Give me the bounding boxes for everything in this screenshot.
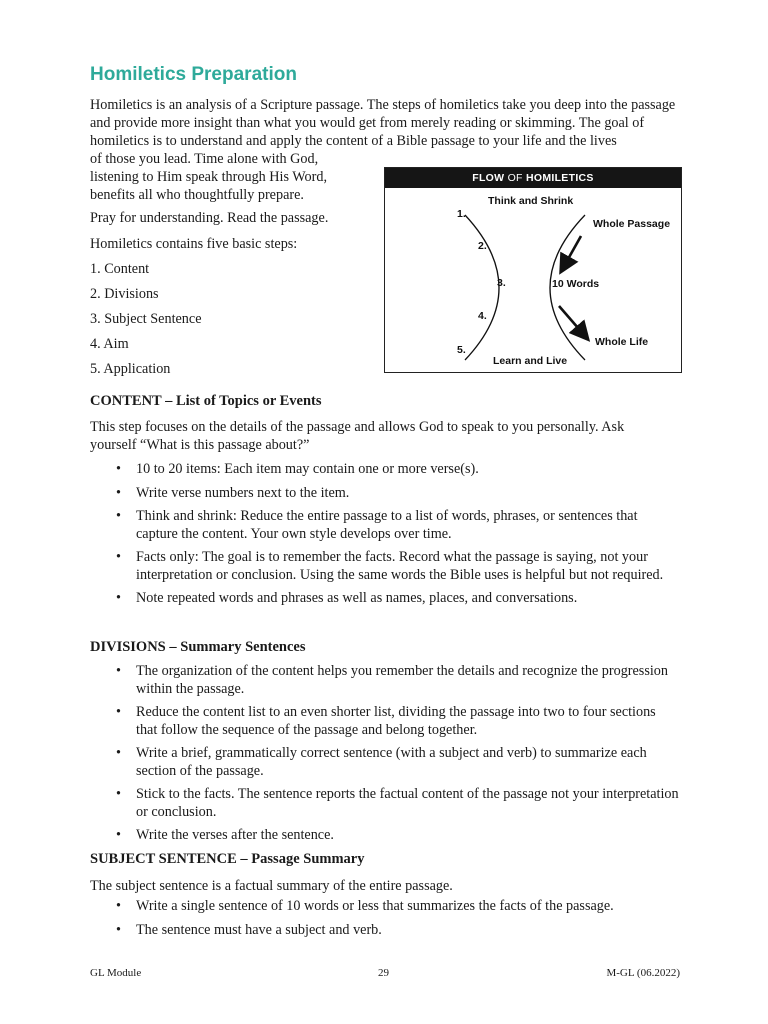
hourglass-diagram bbox=[385, 188, 681, 372]
list-item: • Stick to the facts. The sentence reports the factual content of the passage not your interpretation or conclusion. bbox=[90, 786, 680, 821]
figure-number: 4. bbox=[478, 310, 487, 322]
list-item: • Note repeated words and phrases as well as names, places, and conversations. bbox=[90, 590, 680, 608]
figure-header bbox=[385, 168, 681, 188]
footer-left: GL Module bbox=[90, 967, 142, 979]
list-item: • 10 to 20 items: Each item may contain one or more verse(s). bbox=[90, 461, 680, 479]
whole-life-label: Whole Life bbox=[595, 336, 649, 348]
list-item: • The organization of the content helps you remember the details and recognize the progression within the passage. bbox=[90, 663, 680, 698]
content-text: This step focuses on the details of the passage and allows God to speak to you personally. Ask yourself “What is this passage about?” bbox=[90, 419, 625, 453]
learn-and-live-label: Learn and Live bbox=[493, 355, 568, 367]
figure-header-a: FLOW bbox=[472, 172, 508, 184]
list-item: • Write the verses after the sentence. bbox=[90, 827, 680, 845]
list-item: • The sentence must have a subject and verb. bbox=[90, 922, 680, 940]
figure-number: 2. bbox=[478, 240, 487, 252]
arrow-down-icon bbox=[563, 236, 581, 268]
intro-line-1: of those you lead. Time alone with God, bbox=[90, 151, 319, 167]
footer-right: M-GL (06.2022) bbox=[606, 967, 680, 979]
intro-line-3: benefits all who thoughtfully prepare. bbox=[90, 187, 304, 203]
step-item: 2. Divisions bbox=[90, 286, 159, 302]
step-item: 3. Subject Sentence bbox=[90, 311, 202, 327]
list-item: • Write verse numbers next to the item. bbox=[90, 485, 680, 503]
intro-line-2: listening to Him speak through His Word, bbox=[90, 169, 328, 185]
list-item: • Think and shrink: Reduce the entire passage to a list of words, phrases, or sentences that capture the content. Your own style develops over time. bbox=[90, 508, 680, 543]
divisions-heading: DIVISIONS – Summary Sentences bbox=[90, 639, 306, 655]
list-item: • Facts only: The goal is to remember the facts. Record what the passage is saying, not your interpretation or conclusion. Using the same words the Bible uses is helpful but not required. bbox=[90, 549, 680, 584]
left-curve bbox=[465, 215, 499, 360]
step-item: 1. Content bbox=[90, 261, 150, 277]
figure-header-of: OF bbox=[507, 172, 523, 184]
list-item: • Write a single sentence of 10 words or less that summarizes the facts of the passage. bbox=[90, 898, 680, 916]
list-item: • Reduce the content list to an even shorter list, dividing the passage into two to four sections that follow the sequence of the passage and belong together. bbox=[90, 704, 680, 739]
list-item: • Write a brief, grammatically correct sentence (with a subject and verb) to summarize each section of the passage. bbox=[90, 745, 680, 780]
pray-text: Pray for understanding. Read the passage. bbox=[90, 210, 329, 226]
figure-number: 5. bbox=[457, 344, 466, 356]
page-number: 29 bbox=[378, 967, 389, 979]
subject-text: The subject sentence is a factual summary of the entire passage. bbox=[90, 878, 453, 894]
flow-of-homiletics-figure bbox=[384, 167, 682, 373]
content-heading: CONTENT – List of Topics or Events bbox=[90, 393, 322, 409]
figure-number: 1. bbox=[457, 208, 466, 220]
intro-paragraph: Homiletics is an analysis of a Scripture passage. The steps of homiletics take you deep into the passage and provide more insight than what you would get from merely reading or skimming. The goal of homiletics is to understand and apply the content of a Bible passage to your life and the lives bbox=[90, 97, 676, 149]
ten-words-label: 10 Words bbox=[552, 278, 600, 290]
steps-intro: Homiletics contains five basic steps: bbox=[90, 236, 298, 252]
step-item: 5. Application bbox=[90, 361, 171, 377]
whole-passage-label: Whole Passage bbox=[593, 218, 671, 230]
think-and-shrink-label: Think and Shrink bbox=[488, 195, 574, 207]
content-bullet-list bbox=[90, 461, 680, 614]
step-item: 4. Aim bbox=[90, 336, 129, 352]
subject-heading: SUBJECT SENTENCE – Passage Summary bbox=[90, 851, 365, 867]
divisions-bullet-list bbox=[90, 663, 680, 851]
figure-header-b: HOMILETICS bbox=[522, 172, 594, 184]
page-title: Homiletics Preparation bbox=[90, 64, 297, 85]
figure-number: 3. bbox=[497, 277, 506, 289]
subject-bullet-list bbox=[90, 898, 680, 945]
